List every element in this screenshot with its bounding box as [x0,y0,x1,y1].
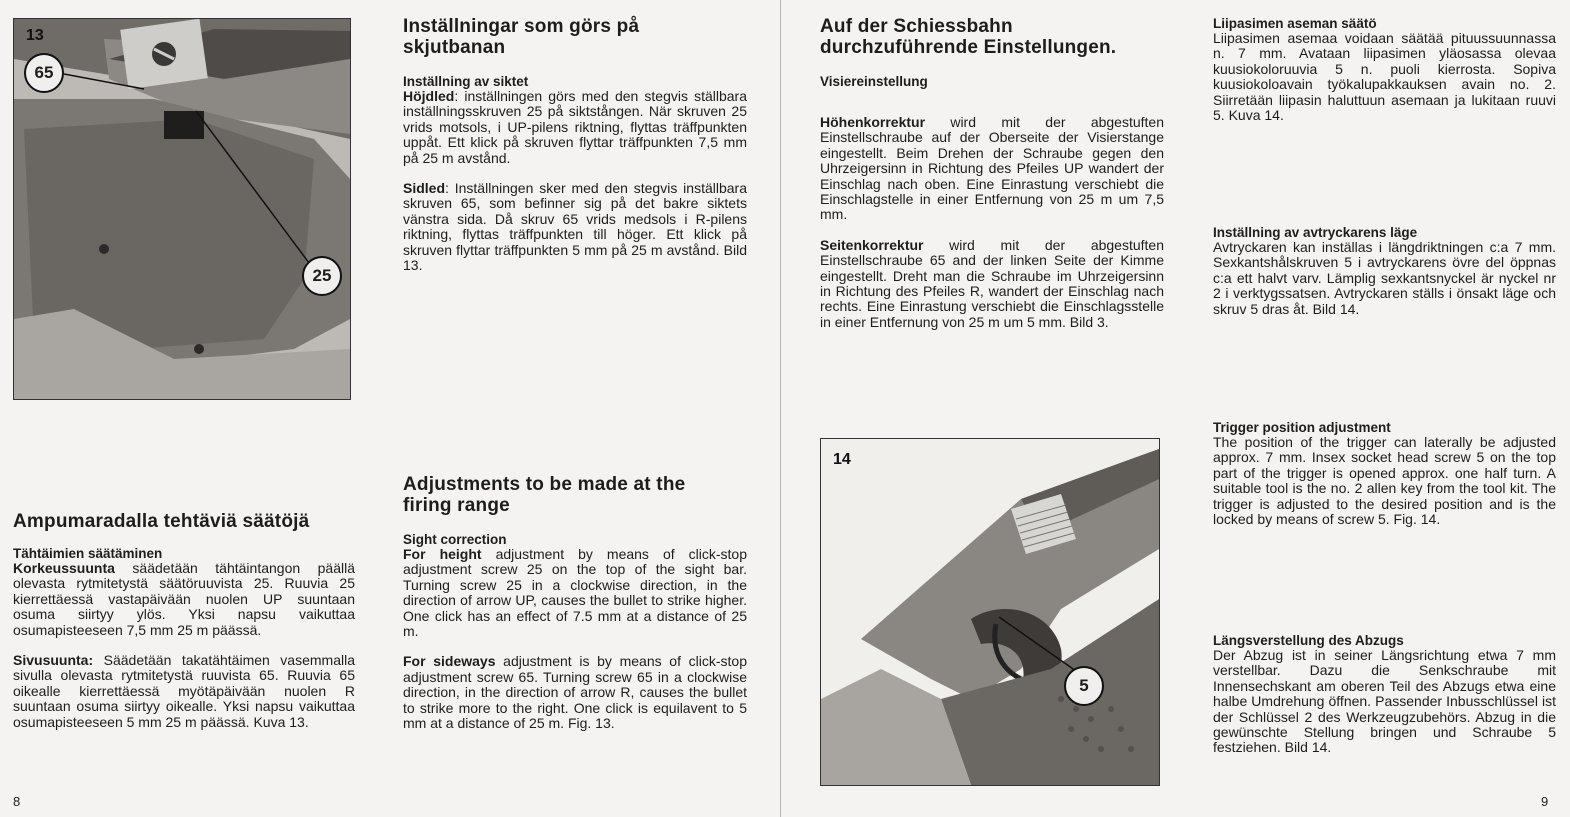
sv-title-line1: Inställningar som görs på [403,16,640,37]
sv-title-line2: skjutbanan [403,37,506,58]
de-trigger-title: Längsverstellung des Abzugs [1213,633,1404,648]
de-title-line1: Auf der Schiessbahn [820,16,1013,37]
figure-14-illustration [821,439,1159,785]
page-spine [780,0,781,817]
de-title-line2: durchzuführende Einstellungen. [820,37,1117,58]
sv-side-label: Sidled [403,180,446,197]
figure-13-number: 13 [26,27,44,44]
fi-side-paragraph [13,653,355,730]
de-trigger-text: Der Abzug ist in seiner Längsrichtung etwa 7 mm verstellbar. Dazu die Senkschraube mit Innensechskant am oberen Teil des Abzugs etwa eine halbe Umdrehung öffnen. Passender Inbusschlüssel ist der Schlüssel 2 des Werkzeugzubehörs. Abzug in die gewünschte Stellung bringen und Schraube 5 festziehen. Bild 14. [1213,647,1556,756]
fi-trigger-title: Liipasimen aseman säätö [1213,16,1377,31]
sv-side-paragraph [403,181,747,273]
figure-14-photo [820,438,1160,786]
fi-subtitle: Tähtäimien säätäminen [13,546,163,561]
callout-65: 65 [24,53,64,93]
de-section [820,16,1164,330]
fi-height-text: säädetään tähtäintangon päällä olevasta rytmitetystä säätöruuvista 25. Ruuvia 25 kierrettäessä vastapäivään nuolen UP suuntaan osuma siirtyy ylös. Yksi napsu vaikuttaa osumapisteeseen 7,5 mm 25 m päässä. [13,560,355,638]
en-height-text: adjustment by means of click-stop adjustment screw 25 on the top of the sight bar. Turning screw 25 in a clockwise direction, in the direction of arrow UP, causes the bullet to strike higher. One click has an effect of 7.5 mm at a distance of 25 m. [403,546,747,640]
en-title-line2: firing range [403,495,510,516]
de-height-text: wird mit der abgestuften Einstellschraube auf der Oberseite der Visierstange eingestellt. Beim Drehen der Schraube gegen den Uhrzeigersinn in Richtung des Pfeiles UP wandert der Einschlag nach oben. Eine Einrastung verschiebt die Einschlagstelle in einer Entfernung von 25 m um 7,5 mm. [820,114,1164,223]
en-height-paragraph [403,547,747,639]
de-height-paragraph [820,115,1164,223]
en-title-line1: Adjustments to be made at the [403,474,686,495]
en-section [403,474,747,731]
sv-height-paragraph [403,89,747,166]
de-subtitle: Visiereinstellung [820,74,928,89]
sv-section [403,16,747,273]
fi-height-paragraph [13,561,355,638]
fi-trigger-text: Liipasimen asemaa voidaan säätää pituussuunnassa n. 7 mm. Avataan liipasimen yläosassa olevaa kuusiokoloruuvia 5 n. puoli kierrosta. Sopiva kuusiokoloavain työkalupakkauksen avain no. 2. Siirretään liipasin haluttuun asemaan ja lukitaan ruuvi 5. Kuva 14. [1213,30,1556,124]
sv-trigger-text: Avtryckaren kan inställas i längdriktningen c:a 7 mm. Sexkantshålskruven 5 i avtryckarens övre del öppnas c:a ett halvt varv. Lämplig sexkantsnyckel är nyckel nr 2 i verktygssatsen. Avtryckaren ställs i önsakt läge och skruv 5 dras åt. Bild 14. [1213,239,1556,317]
sv-trigger-title: Inställning av avtryckarens läge [1213,225,1418,240]
callout-25: 25 [302,256,342,296]
page-number-left: 8 [13,794,21,809]
de-height-label: Höhenkorrektur [820,114,926,130]
sv-side-text: : Inställningen sker med den stegvis inställbara skruven 65, som befinner sig på det bakre siktets vänstra sida. Då skruv 65 vrids medsols i R-pilens riktning, flyttas träffpunkten till höger. Ett klick på skruven flyttar träffpunkten 5 mm på 25 m avstånd. Bild 13. [403,180,747,274]
en-trigger-section [1213,420,1556,527]
fi-trigger-section [1213,16,1556,123]
en-side-text: adjustment is by means of click-stop adjustment screw 65. Turning screw 65 in a clockwise direction, in the direction of arrow R, causes the bullet to strike more to the right. One click is equilavent to 5 mm at a distance of 25 m. Fig. 13. [403,653,747,732]
callout-5: 5 [1064,666,1104,706]
sv-height-label: Höjdled [403,88,455,104]
sv-trigger-section [1213,225,1556,317]
de-trigger-section [1213,633,1556,756]
en-trigger-text: The position of the trigger can laterally be adjusted approx. 7 mm. Insex socket head screw 5 on the top part of the trigger is opened approx. one half turn. A suitable tool is the no. 2 allen key from the tool kit. The trigger is adjusted to the desired position and is the locked by means of screw 5. Fig. 14. [1213,434,1556,528]
fi-side-text: Säädetään takatähtäimen vasemmalla sivulla olevasta rytmitetystä ruuvista 65. Ruuvia 65 oikealle kierrettäessä myötäpäivään nuolen R suuntaan osuma siirtyy oikealle. Yksi napsu vaikuttaa osumapisteeseen 5 mm 25 m päässä. Kuva 13. [13,652,355,730]
de-side-label: Seitenkorrektur [820,236,924,253]
en-side-paragraph [403,654,747,731]
figure-13-illustration [14,19,350,399]
figure-14-number: 14 [833,451,851,468]
sv-height-text: : inställningen görs med den stegvis ställbara inställningsskruven 25 på siktstången. När skruven 25 vrids motsols, i UP-pilens riktning, flyttas träffpunkten uppåt. Ett klick på skruven flyttar träffpunkten 7,5 mm på 25 m avstånd. [403,88,747,166]
fi-section [13,511,355,730]
fi-height-label: Korkeussuunta [13,560,115,576]
sv-subtitle: Inställning av siktet [403,74,529,89]
de-side-paragraph [820,238,1164,330]
en-subtitle: Sight correction [403,532,507,547]
figure-13-photo [13,18,351,400]
en-height-label: For height [403,546,482,562]
fi-side-label: Sivusuunta: [13,652,94,669]
fi-title: Ampumaradalla tehtäviä säätöjä [13,511,310,532]
page-number-right: 9 [1541,794,1549,809]
en-side-label: For sideways [403,653,496,670]
de-side-text: wird mit der abgestuften Einstellschraube 65 and der linken Seite der Kimme eingestellt. Dreht man die Schraube im Uhrzeigersinn in Richtung des Pfeiles R, wandert der Einschlag nach rechts. Eine Einrastung verschiebt die Einschlagsstelle in einer Entfernung von 25 m um 5 mm. Bild 3. [820,236,1164,330]
en-trigger-title: Trigger position adjustment [1213,420,1391,435]
